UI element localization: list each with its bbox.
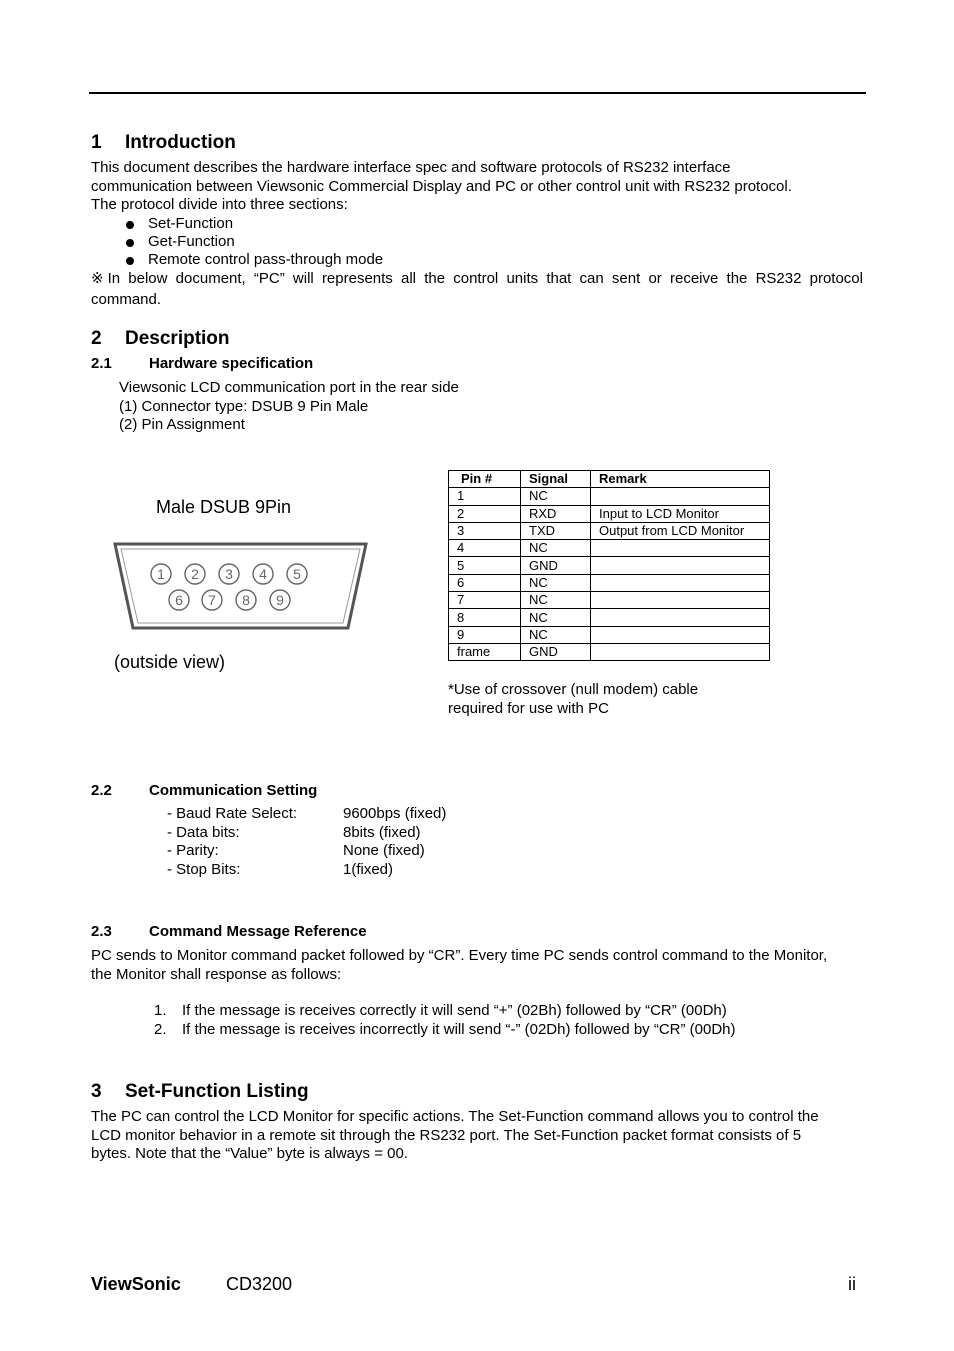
section-number: 1: [91, 132, 102, 153]
list-item: Remote control pass-through mode: [124, 251, 383, 269]
table-row: [449, 626, 770, 643]
text-line: LCD monitor behavior in a remote sit through the RS232 port. The Set-Function packet format consists of 5: [91, 1126, 802, 1144]
connector-label: Male DSUB 9Pin: [156, 497, 292, 517]
table-cell: Input to LCD Monitor: [591, 505, 770, 522]
pin-label: 8: [242, 592, 250, 608]
pin-assignment-table: [448, 470, 770, 661]
pin-label: 7: [208, 592, 216, 608]
table-cell: 7: [449, 592, 521, 609]
text-line: *Use of crossover (null modem) cable: [448, 681, 699, 698]
table-cell: [591, 643, 770, 660]
setting-row: [167, 861, 446, 880]
setting-value: 9600bps (fixed): [343, 805, 447, 822]
table-cell: 1: [449, 488, 521, 505]
list-item: [154, 1021, 736, 1040]
list-item: Set-Function: [124, 215, 383, 233]
table-cell: [591, 574, 770, 591]
header-rule: [89, 92, 866, 94]
subsection-2-1-heading: [91, 355, 313, 372]
pin-label: 2: [191, 566, 199, 582]
setting-value: 8bits (fixed): [343, 823, 421, 841]
table-cell: NC: [521, 626, 591, 643]
outside-view-caption: (outside view): [114, 652, 226, 672]
table-row: [449, 505, 770, 522]
table-cell: 6: [449, 574, 521, 591]
table-cell: [591, 626, 770, 643]
setting-label: - Parity:: [167, 842, 219, 859]
table-cell: NC: [521, 574, 591, 591]
table-row: [449, 488, 770, 505]
table-cell: RXD: [521, 505, 591, 522]
dsub-9pin-connector-figure: [112, 540, 370, 632]
section-number: 3: [91, 1081, 102, 1102]
table-row: [449, 609, 770, 626]
setting-row: [167, 805, 446, 824]
pin-label: 9: [276, 592, 284, 608]
list-number: 1.: [154, 1002, 167, 1019]
table-cell: 5: [449, 557, 521, 574]
subsection-title: Communication Setting: [149, 782, 318, 799]
text-line: The PC can control the LCD Monitor for specific actions. The Set-Function command allows you to control the: [91, 1108, 819, 1125]
text-line: This document describes the hardware interface spec and software protocols of RS232 interface: [91, 159, 731, 176]
column-header: Signal: [521, 471, 591, 488]
pin-label: 6: [175, 592, 183, 608]
command-message-paragraph: [91, 947, 866, 984]
section-1-heading: [91, 132, 236, 154]
table-cell: [591, 488, 770, 505]
table-cell: NC: [521, 609, 591, 626]
setting-value: None (fixed): [343, 842, 425, 859]
table-row: [449, 592, 770, 609]
table-row: [449, 574, 770, 591]
subsection-number: 2.3: [91, 923, 112, 940]
text-line: PC sends to Monitor command packet followed by “CR”. Every time PC sends control command to the Monitor,: [91, 947, 828, 964]
subsection-number: 2.2: [91, 782, 112, 799]
column-header: Remark: [591, 471, 770, 488]
section-title: Introduction: [125, 132, 236, 153]
list-text: If the message is receives incorrectly it will send “-” (02Dh) followed by “CR” (00Dh): [182, 1020, 736, 1038]
text-line: communication between Viewsonic Commercial Display and PC or other control unit with RS232 protocol.: [91, 177, 792, 195]
list-text: If the message is receives correctly it will send “+” (02Bh) followed by “CR” (00Dh): [182, 1002, 727, 1019]
setting-label: - Stop Bits:: [167, 860, 241, 878]
intro-paragraph: [91, 159, 866, 215]
table-row: [449, 643, 770, 660]
text-line: the Monitor shall response as follows:: [91, 965, 342, 983]
text-line: required for use with PC: [448, 699, 609, 717]
page-number: ii: [848, 1274, 856, 1294]
setting-label: - Data bits:: [167, 823, 240, 841]
subsection-title: Command Message Reference: [149, 923, 367, 940]
subsection-title: Hardware specification: [149, 355, 314, 372]
footer-brand: ViewSonic: [91, 1274, 181, 1294]
list-item: Get-Function: [124, 233, 383, 251]
text-line: The protocol divide into three sections:: [91, 196, 348, 213]
text-line: (1) Connector type: DSUB 9 Pin Male: [119, 397, 369, 415]
table-cell: GND: [521, 643, 591, 660]
note-line-continued: command.: [91, 291, 162, 308]
sections-bullet-list: [124, 215, 383, 269]
table-cell: 8: [449, 609, 521, 626]
table-cell: 9: [449, 626, 521, 643]
table-cell: Output from LCD Monitor: [591, 522, 770, 539]
setting-row: [167, 842, 446, 861]
section-title: Set-Function Listing: [125, 1081, 309, 1102]
crossover-cable-note: [448, 681, 698, 718]
section-2-heading: [91, 328, 230, 350]
table-cell: GND: [521, 557, 591, 574]
table-cell: NC: [521, 488, 591, 505]
response-numbered-list: [154, 1002, 736, 1039]
section-title: Description: [125, 328, 230, 349]
table-cell: [591, 540, 770, 557]
table-cell: [591, 609, 770, 626]
setting-label: - Baud Rate Select:: [167, 805, 298, 822]
communication-settings-list: [167, 805, 446, 879]
text-line: bytes. Note that the “Value” byte is always = 00.: [91, 1145, 408, 1162]
table-row: [449, 557, 770, 574]
subsection-2-3-heading: [91, 923, 367, 940]
setting-row: [167, 824, 446, 843]
table-cell: 3: [449, 522, 521, 539]
footer-model: CD3200: [226, 1274, 293, 1294]
pin-label: 4: [259, 566, 267, 582]
subsection-2-2-heading: [91, 782, 317, 799]
column-header: Pin #: [449, 471, 521, 488]
note-line: ※In below document, “PC” will represents all the control units that can sent or receive the RS232 protocol: [91, 270, 863, 287]
table-cell: [591, 592, 770, 609]
pin-label: 3: [225, 566, 233, 582]
subsection-number: 2.1: [91, 355, 112, 372]
list-item: [154, 1002, 736, 1021]
table-row: [449, 522, 770, 539]
text-line: (2) Pin Assignment: [119, 416, 245, 433]
pin-label: 1: [157, 566, 165, 582]
table-cell: 2: [449, 505, 521, 522]
table-row: [449, 540, 770, 557]
table-header-row: [449, 471, 770, 488]
set-function-paragraph: [91, 1108, 866, 1164]
text-line: Viewsonic LCD communication port in the rear side: [119, 379, 459, 396]
hardware-spec-text: [119, 379, 459, 435]
setting-value: 1(fixed): [343, 860, 394, 878]
section-number: 2: [91, 328, 102, 349]
list-number: 2.: [154, 1020, 167, 1038]
table-cell: [591, 557, 770, 574]
table-cell: frame: [449, 643, 521, 660]
table-cell: TXD: [521, 522, 591, 539]
table-cell: NC: [521, 592, 591, 609]
table-cell: 4: [449, 540, 521, 557]
table-cell: NC: [521, 540, 591, 557]
section-3-heading: [91, 1081, 309, 1103]
pin-label: 5: [293, 566, 301, 582]
